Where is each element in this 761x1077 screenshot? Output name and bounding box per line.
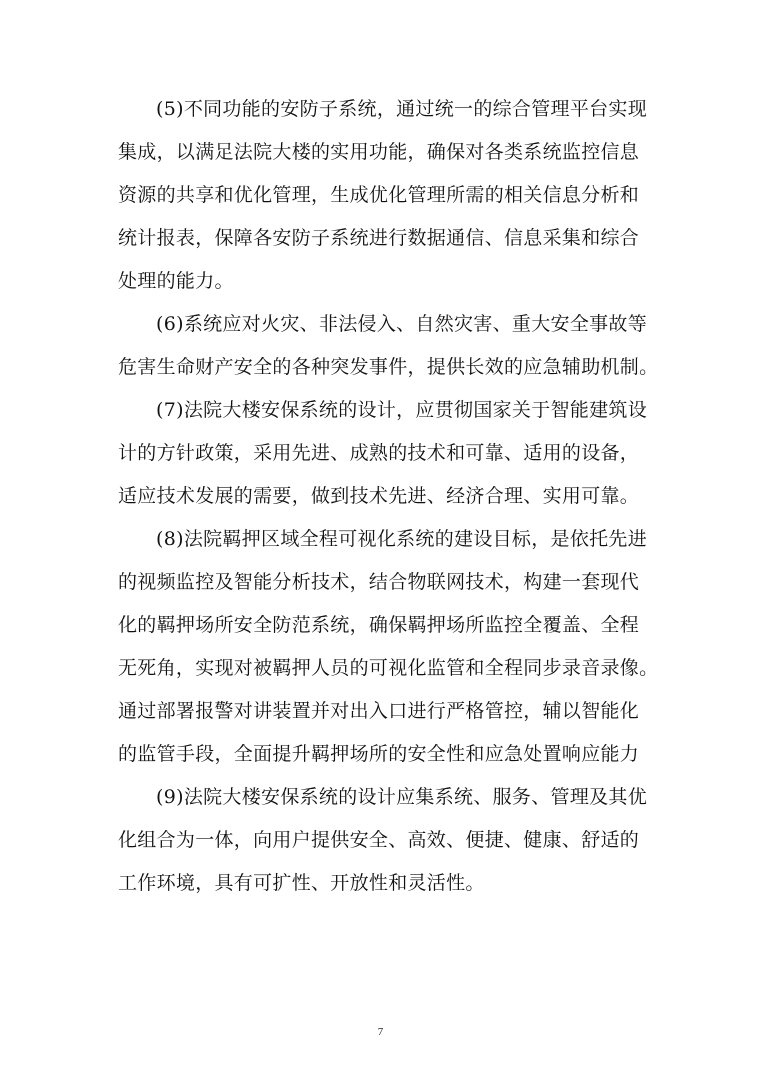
- paragraph-line: 的视频监控及智能分析技术，结合物联网技术，构建一套现代: [118, 571, 640, 593]
- document-body: [118, 88, 659, 905]
- paragraph-line: 化组合为一体，向用户提供安全、高效、便捷、健康、舒适的: [118, 829, 640, 851]
- paragraph-line: 的监管手段，全面提升羁押场所的安全性和应急处置响应能力: [118, 743, 640, 765]
- paragraph-line: 工作环境，具有可扩性、开放性和灵活性。: [118, 872, 485, 894]
- paragraph-line: (7)法院大楼安保系统的设计，应贯彻国家关于智能建筑设: [156, 399, 648, 421]
- paragraph-line: 化的羁押场所安全防范系统，确保羁押场所监控全覆盖、全程: [118, 614, 640, 636]
- paragraph-line: (6)系统应对火灾、非法侵入、自然灾害、重大安全事故等: [156, 313, 648, 335]
- paragraph-6: [118, 303, 659, 389]
- paragraph-8: [118, 518, 659, 776]
- paragraph-7: [118, 389, 646, 518]
- paragraph-line: (5)不同功能的安防子系统，通过统一的综合管理平台实现: [156, 98, 648, 120]
- paragraph-line: 集成，以满足法院大楼的实用功能，确保对各类系统监控信息: [118, 141, 640, 163]
- paragraph-line: (9)法院大楼安保系统的设计应集系统、服务、管理及其优: [156, 786, 648, 808]
- paragraph-5: [118, 88, 646, 303]
- page-number: 7: [377, 1026, 384, 1038]
- paragraph-line: 计的方针政策，采用先进、成熟的技术和可靠、适用的设备，: [118, 442, 640, 464]
- paragraph-line: (8)法院羁押区域全程可视化系统的建设目标，是依托先进: [156, 528, 648, 550]
- paragraph-line: 资源的共享和优化管理，生成优化管理所需的相关信息分析和: [118, 184, 640, 206]
- paragraph-line: 处理的能力。: [118, 270, 234, 292]
- paragraph-9: [118, 776, 646, 905]
- paragraph-line: 危害生命财产安全的各种突发事件，提供长效的应急辅助机制。: [118, 356, 659, 378]
- paragraph-line: 无死角，实现对被羁押人员的可视化监管和全程同步录音录像。: [118, 657, 659, 679]
- paragraph-line: 适应技术发展的需要，做到技术先进、经济合理、实用可靠。: [118, 485, 640, 507]
- paragraph-line: 统计报表，保障各安防子系统进行数据通信、信息采集和综合: [118, 227, 640, 249]
- paragraph-line: 通过部署报警对讲装置并对出入口进行严格管控，辅以智能化: [118, 700, 640, 722]
